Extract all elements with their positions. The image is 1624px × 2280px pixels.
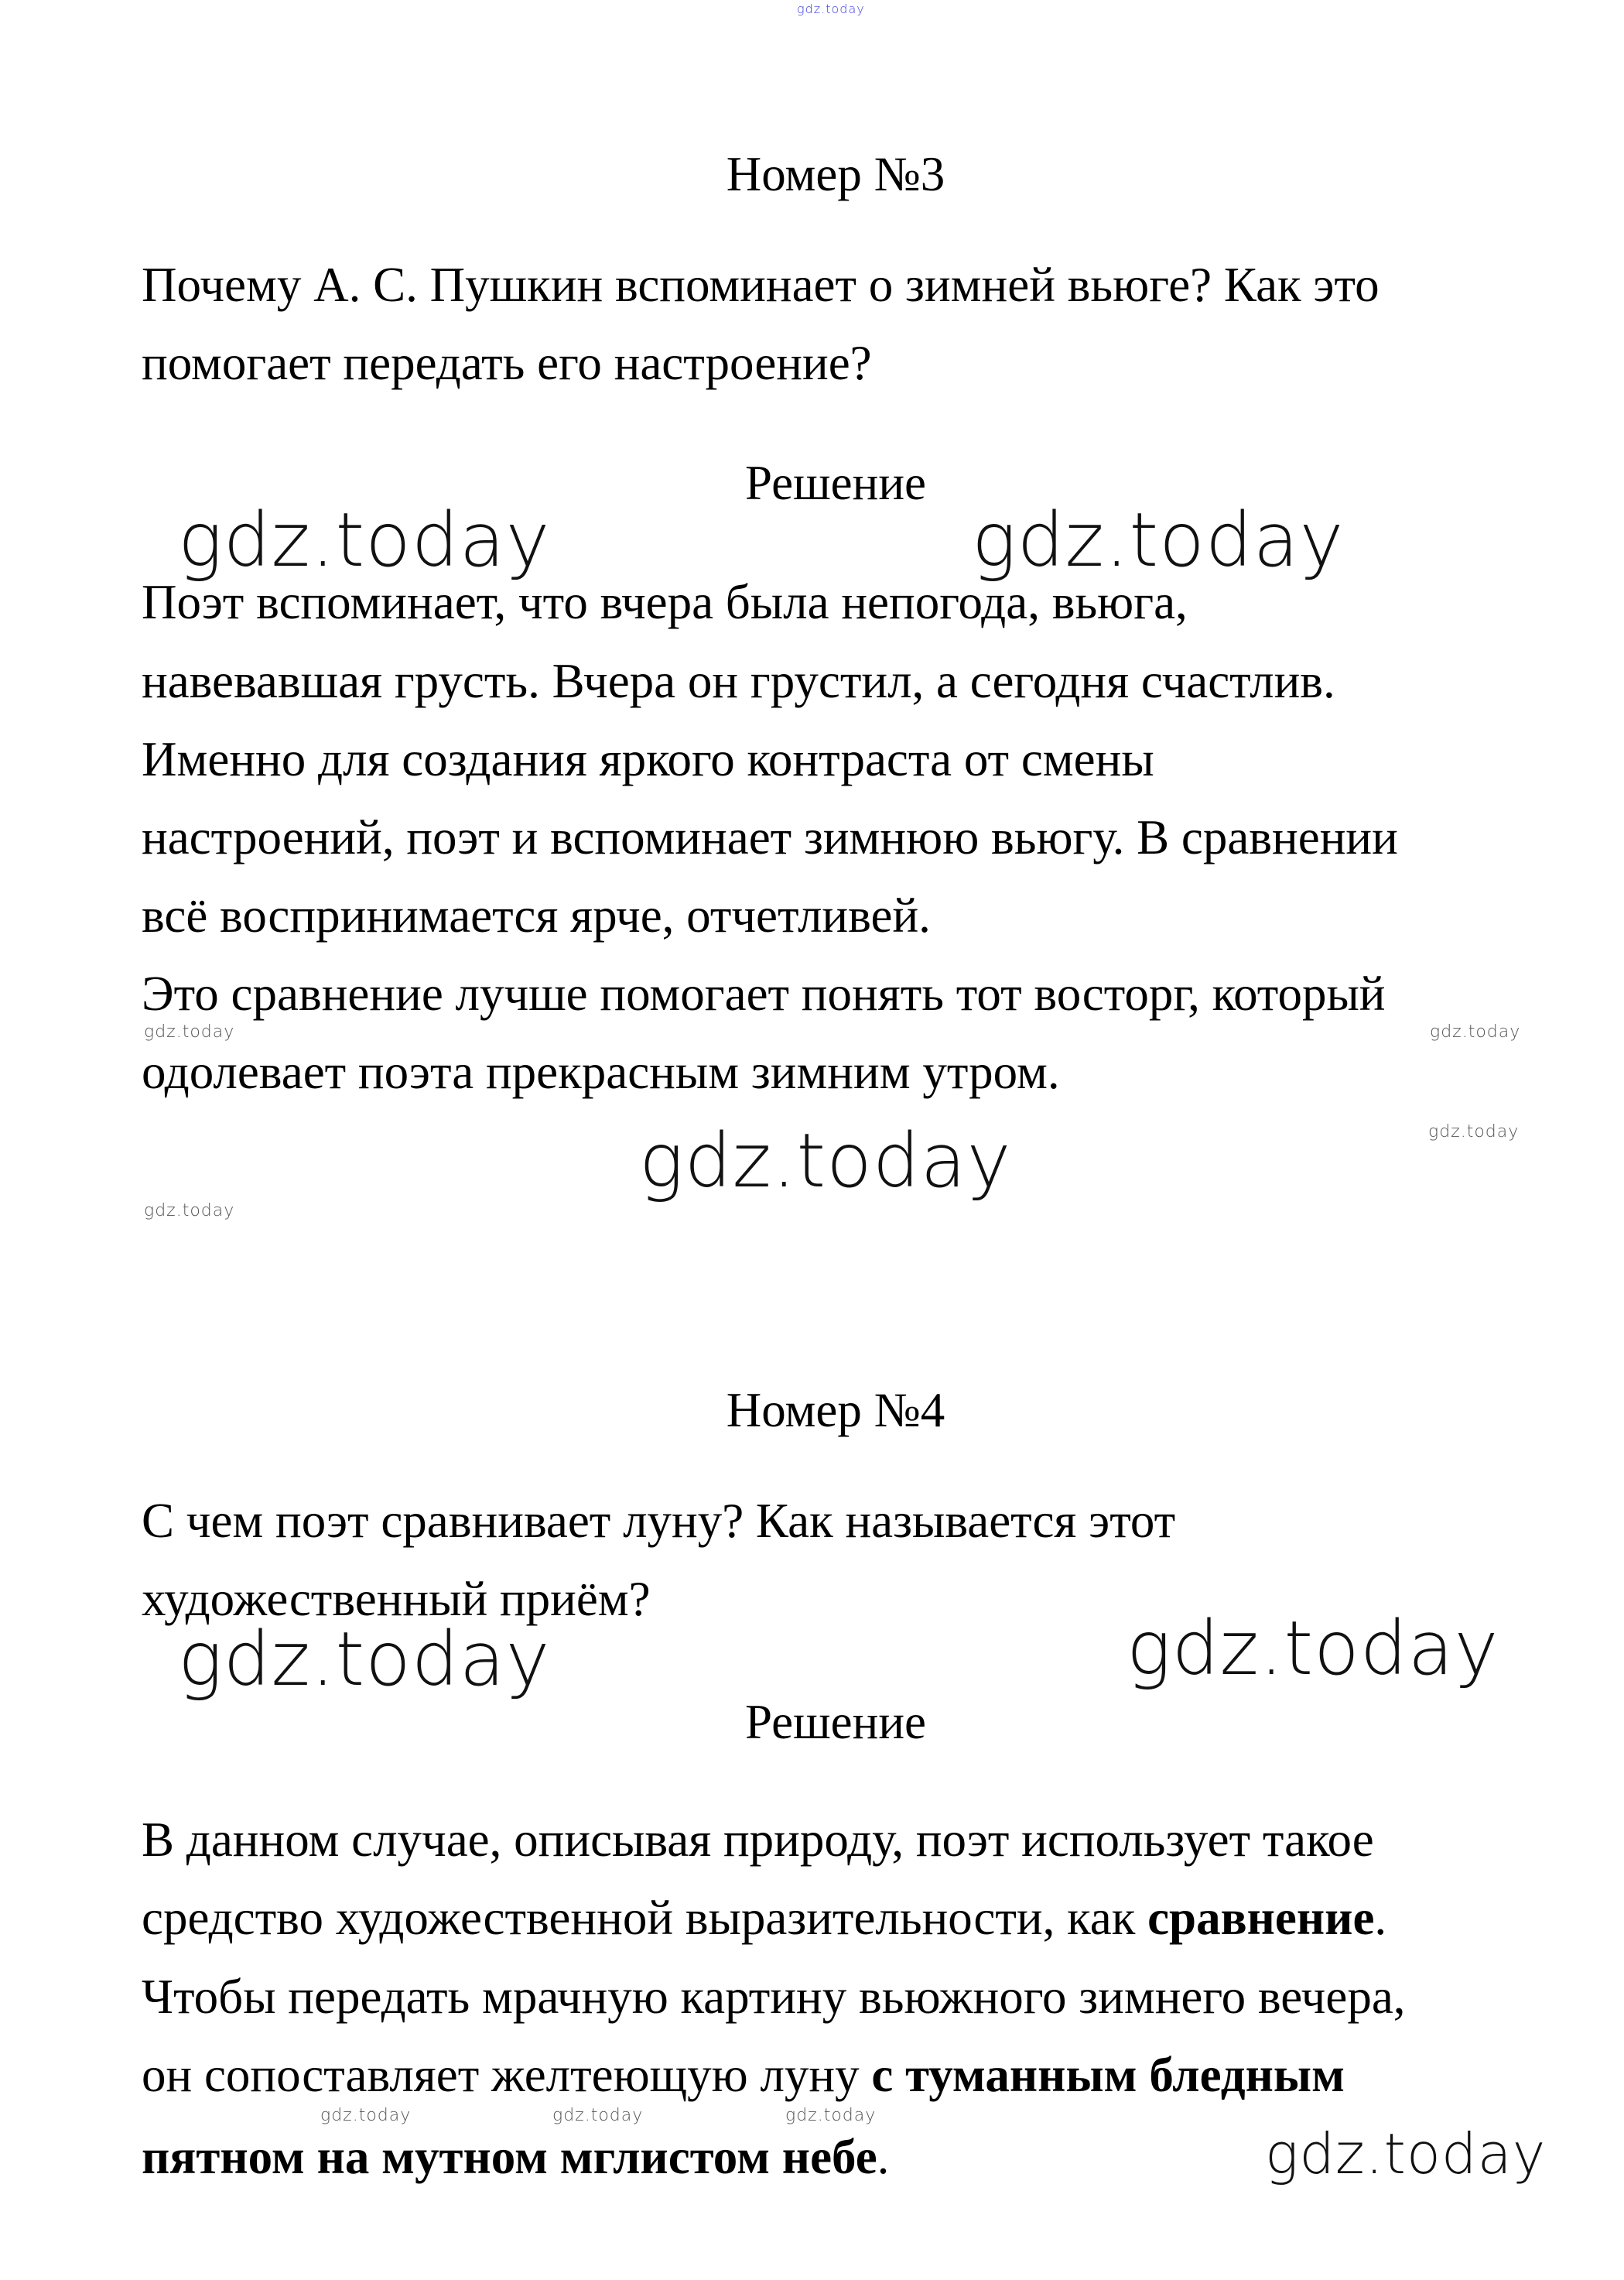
answer-text: он сопоставляет желтеющую луну xyxy=(142,2048,872,2102)
task3-solution-label: Решение xyxy=(744,456,927,510)
watermark: gdz.today xyxy=(144,1022,235,1042)
task3-answer-line: Это сравнение лучше помогает понять тот восторг, который xyxy=(142,967,1386,1021)
watermark: gdz.today xyxy=(552,2106,644,2125)
watermark: gdz.today xyxy=(785,2106,877,2125)
answer-text: . xyxy=(877,2130,890,2184)
task4-question-line: художественный приём? xyxy=(142,1572,651,1626)
watermark: gdz.today xyxy=(144,1201,235,1220)
task3-answer-line: навевавшая грусть. Вчера он грустил, а сегодня счастлив. xyxy=(142,654,1335,708)
watermark: gdz.today xyxy=(178,497,551,584)
task3-answer-line: одолевает поэта прекрасным зимним утром. xyxy=(142,1045,1060,1099)
task4-solution-label: Решение xyxy=(744,1695,927,1749)
task4-title: Номер №4 xyxy=(726,1383,945,1437)
task3-answer-line: всё воспринимается ярче, отчетливей. xyxy=(142,888,931,943)
watermark: gdz.today xyxy=(178,1616,551,1703)
task4-answer-line xyxy=(142,2048,1345,2102)
answer-bold-term: сравнение xyxy=(1147,1891,1375,1945)
watermark: gdz.today xyxy=(1265,2121,1547,2186)
watermark: gdz.today xyxy=(639,1118,1012,1204)
task4-answer-line xyxy=(142,1891,1386,1945)
task3-question-line: Почему А. С. Пушкин вспоминает о зимней вьюге? Как это xyxy=(142,258,1380,312)
watermark: gdz.today xyxy=(972,497,1345,584)
watermark: gdz.today xyxy=(1127,1605,1499,1692)
answer-text: . xyxy=(1374,1891,1387,1945)
watermark: gdz.today xyxy=(797,2,865,16)
answer-bold-term: с туманным бледным xyxy=(871,2048,1345,2102)
watermark: gdz.today xyxy=(1428,1122,1520,1142)
task3-question-line: помогает передать его настроение? xyxy=(142,336,872,390)
task3-answer-line: настроений, поэт и вспоминает зимнюю вьюгу. В сравнении xyxy=(142,810,1398,864)
task3-answer-line: Именно для создания яркого контраста от смены xyxy=(142,732,1154,786)
task4-answer-line: Чтобы передать мрачную картину вьюжного зимнего вечера, xyxy=(142,1970,1406,2024)
task4-answer-line xyxy=(142,2130,889,2184)
task3-title: Номер №3 xyxy=(726,147,945,201)
task4-answer-line: В данном случае, описывая природу, поэт использует такое xyxy=(142,1813,1374,1867)
task4-question-line: С чем поэт сравнивает луну? Как называется этот xyxy=(142,1494,1176,1548)
answer-text: средство художественной выразительности, как xyxy=(142,1891,1148,1945)
task3-answer-line: Поэт вспоминает, что вчера была непогода, вьюга, xyxy=(142,575,1188,629)
watermark: gdz.today xyxy=(320,2106,412,2125)
watermark: gdz.today xyxy=(1430,1022,1521,1042)
answer-bold-term: пятном на мутном мглистом небе xyxy=(142,2130,877,2184)
